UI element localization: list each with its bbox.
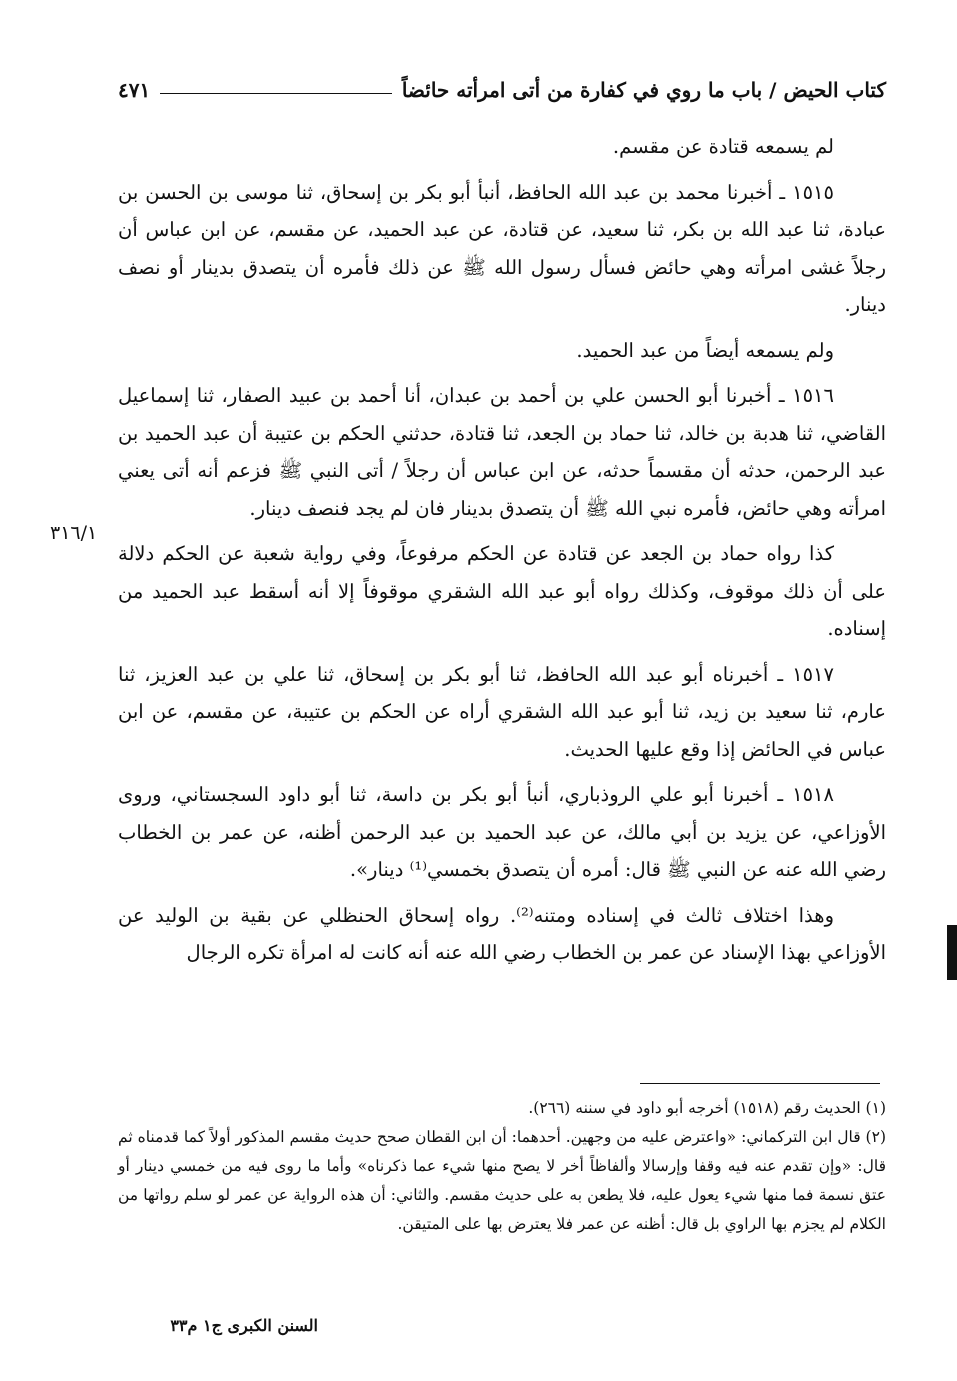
footnotes bbox=[118, 1094, 886, 1239]
paragraph-text: ـ أخبرنا أبو علي الروذباري، أنبأ أبو بكر بن داسة، ثنا أبو داود السجستاني، وروى الأوزاعي، عن يزيد بن أبي مالك، عن عبد الحميد بن عبد الرحمن أظنه، عن عمر بن الخطاب رضي الله عنه عن النبي ﷺ قال: أمره أن يتصدق بخمسي⁽¹⁾ دينار». bbox=[118, 783, 886, 881]
paragraph bbox=[118, 656, 886, 769]
footnote: (١) الحديث رقم (١٥١٨) أخرجه أبو داود في سننه (٢٦٦). bbox=[528, 1099, 886, 1117]
paragraph-text: ـ أخبرناه أبو عبد الله الحافظ، ثنا أبو بكر بن إسحاق، ثنا علي بن عبد العزيز، ثنا عارم، ثنا سعيد بن زيد، ثنا أبو عبد الله الشقري أراه عن الحكم بن عتيبة، عن مقسم، عن ابن عباس في الحائض إذا وقع عليها الحديث. bbox=[118, 662, 886, 761]
footnote: (٢) قال ابن التركماني: «واعترض عليه من وجهين. أحدهما: أن ابن القطان صحح حديث مقسم المذكور أولاً كما قدمناه ثم قال: «وإن تقدم عنه فيه وقفا وإرسالا وألفاظاً أخر لا يصح منها شيء عما ذكرناه» وأما ما روى فيه من خمسي دينار أو عتق نسمة فما منها شيء يعول عليه، فلا يطعن به على حديث مقسم. والثاني: أن هذه الرواية عن عمر لو سلم رواتها من الكلام لم يجزم بها الراوي بل قال: أظنه عن عمر فلا يعترض بها على المتيقن. bbox=[118, 1128, 886, 1233]
paragraph bbox=[118, 377, 886, 527]
paragraph bbox=[118, 535, 886, 648]
hadith-number: ١٥١٧ bbox=[792, 662, 834, 686]
footnote-separator bbox=[640, 1083, 880, 1084]
paragraph bbox=[118, 332, 886, 370]
paragraph-text: ـ أخبرنا محمد بن عبد الله الحافظ، أنبأ أبو بكر بن إسحاق، ثنا موسى بن الحسن بن عبادة، ثنا عبد الله بن بكر، ثنا سعيد، عن قتادة، عن عبد الحميد، عن مقسم، عن ابن عباس أن رجلاً غشى امرأته وهي حائض فسأل رسول الله ﷺ عن ذلك فأمره أن يتصدق بدينار أو نصف دينار. bbox=[118, 180, 886, 316]
paragraph bbox=[118, 897, 886, 972]
paragraph bbox=[118, 174, 886, 324]
book-signature: السنن الكبرى ج١ م٣٣ bbox=[170, 1316, 318, 1335]
paragraph-text: ـ أخبرنا أبو الحسن علي بن أحمد بن عبدان، أنا أحمد بن عبيد الصفار، ثنا إسماعيل القاضي، ثنا هدبة بن خالد، ثنا حماد بن الجعد، ثنا قتادة، حدثني الحكم بن عتيبة أن عبد الحميد بن عبد الرحمن، حدثه أن مقسماً حدثه، عن ابن عباس أن رجلاً / أتى النبي ﷺ فزعم أنه أتى يعني امرأته وهي حائض، فأمره نبي الله ﷺ أن يتصدق بدينار فان لم يجد فنصف دينار. bbox=[118, 384, 886, 520]
header-rule bbox=[160, 93, 392, 94]
hadith-number: ١٥١٨ bbox=[792, 783, 834, 806]
paragraph-text: وهذا اختلاف ثالث في إسناده ومتنه⁽²⁾. رواه إسحاق الحنظلي عن بقية بن الوليد عن الأوزاعي بهذا الإسناد عن عمر بن الخطاب رضي الله عنه أنه كانت له امرأة تكره الرجال bbox=[118, 903, 886, 964]
page-number: ٤٧١ bbox=[118, 78, 151, 102]
header-title: كتاب الحيض / باب ما روي في كفارة من أتى امرأته حائضاً bbox=[401, 78, 886, 102]
margin-volume-page-note: ٣١٦/١ bbox=[50, 522, 98, 544]
paragraph bbox=[118, 128, 886, 166]
paragraph bbox=[118, 776, 886, 889]
hadith-number: ١٥١٥ bbox=[792, 180, 834, 204]
paragraph-text: كذا رواه حماد بن الجعد عن قتادة عن الحكم مرفوعاً، وفي رواية شعبة عن الحكم دلالة على أن ذلك موقوف، وكذلك رواه أبو عبد الله الشقري موقوفاً إلا أنه أسقط عبد الحميد من إسناده. bbox=[118, 542, 886, 640]
running-header bbox=[118, 70, 886, 110]
main-text bbox=[118, 128, 886, 980]
page-edge-tab bbox=[947, 925, 957, 980]
paragraph-text: ولم يسمعه أيضاً من عبد الحميد. bbox=[576, 338, 834, 362]
hadith-number: ١٥١٦ bbox=[792, 384, 834, 407]
paragraph-text: لم يسمعه قتادة عن مقسم. bbox=[612, 135, 834, 158]
